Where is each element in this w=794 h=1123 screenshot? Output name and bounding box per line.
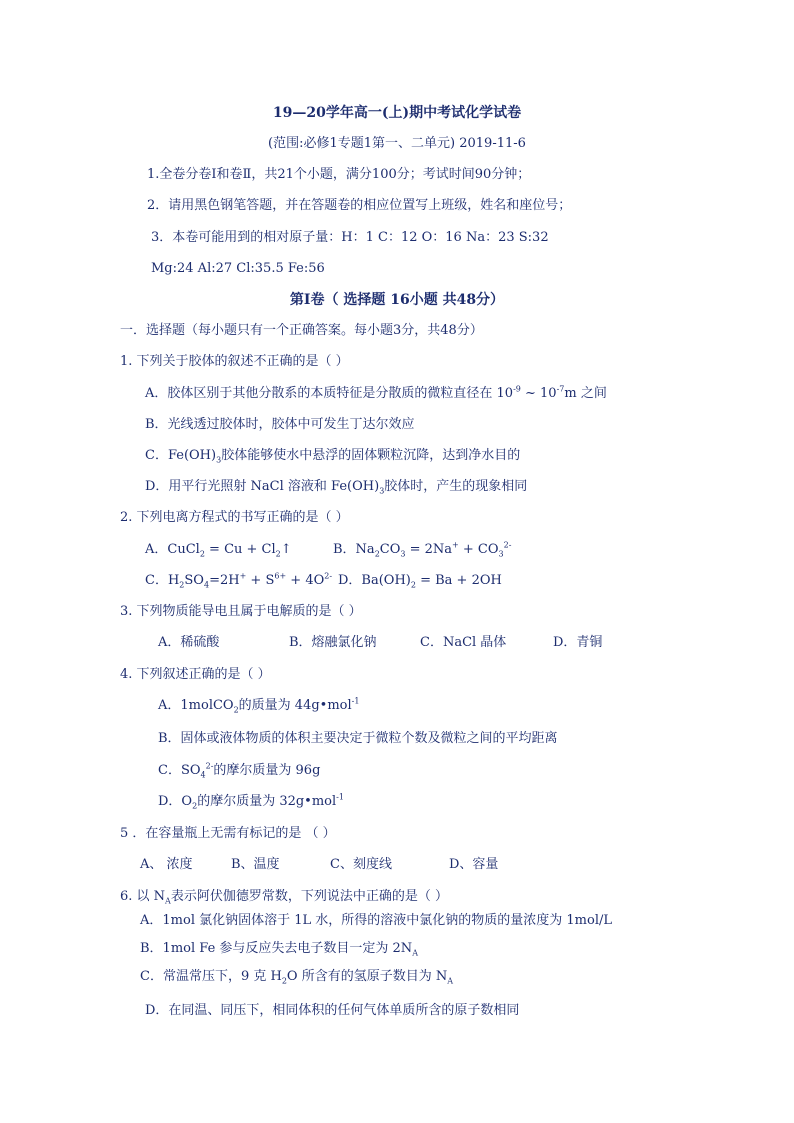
section-title: 第Ⅰ卷（ 选择题 16小题 共48分） (289, 292, 505, 308)
q2-option-c (145, 572, 332, 590)
q2-b-sup1: + (452, 540, 459, 550)
q2-b-text3: = 2Na (405, 542, 453, 557)
q2-c-sub2: 4 (203, 580, 210, 590)
q4-d-sub: 2 (192, 801, 198, 811)
q2-d-text2: = Ba + 2OH (415, 573, 502, 588)
q2-stem: 2. 下列电离方程式的书写正确的是（ ） (120, 510, 349, 525)
q6-option-d: D．在同温、同压下，相同体积的任何气体单质所含的原子数相同 (145, 1003, 520, 1018)
q2-c-sub1: 2 (179, 580, 185, 590)
instruction-3: 3．本卷可能用到的相对原子量：H：1 C：12 O：16 Na：23 S:32 (151, 230, 549, 245)
q1-d-text1: D．用平行光照射 NaCl 溶液和 Fe(OH) (145, 479, 380, 494)
q2-c-text5: + 4O (286, 573, 325, 588)
q6-b-sub: A (412, 948, 418, 958)
q1-a-exp1: -9 (513, 384, 521, 394)
q2-b-sup2: 2- (503, 540, 512, 550)
q6-c-sub1: 2 (281, 976, 287, 986)
q4-stem: 4. 下列叙述正确的是（ ） (120, 667, 271, 682)
exam-subtitle: (范围:必修1专题1第一、二单元) 2019-11-6 (268, 136, 526, 151)
q4-a-text1: A．1molCO (158, 698, 234, 713)
q6-option-a: A．1mol 氯化钠固体溶于 1L 水，所得的溶液中氯化钠的物质的量浓度为 1mol/L (140, 913, 612, 928)
q1-option-b: B．光线透过胶体时，胶体中可发生丁达尔效应 (145, 417, 415, 432)
q4-c-text1: C．SO (158, 763, 201, 778)
q3-option-d: D．青铜 (553, 635, 603, 650)
q4-c-sup: 2- (205, 761, 214, 771)
q5-option-b: B、温度 (231, 857, 280, 872)
q1-d-sub: 3 (379, 486, 385, 496)
q6-c-text1: C．常温常压下，9 克 H (140, 969, 282, 984)
q4-d-text1: D．O (158, 794, 193, 809)
q5-option-d: D、容量 (449, 857, 499, 872)
q6-c-sub2: A (447, 976, 454, 986)
q2-c-sup1: + (239, 571, 247, 581)
q4-a-sup: -1 (351, 696, 360, 706)
q6-c-text2: O 所含有的氢原子数目为 N (286, 969, 448, 984)
q1-d-text2: 胶体时，产生的现象相同 (384, 479, 528, 494)
q6-option-b (140, 940, 418, 958)
q4-c-sub: 4 (200, 770, 206, 780)
q2-c-text1: C．H (145, 573, 180, 588)
q2-c-text2: SO (184, 573, 204, 588)
q2-option-d (338, 572, 502, 590)
q6-stem-sub: A (165, 896, 171, 906)
q3-option-c: C．NaCl 晶体 (420, 635, 507, 650)
exam-title: 19—20学年高一(上)期中考试化学试卷 (272, 105, 522, 121)
q2-b-text4: + CO (458, 542, 499, 557)
q2-option-b (333, 541, 511, 559)
q2-c-text4: + S (246, 573, 275, 588)
q2-b-text2: CO (379, 542, 401, 557)
instruction-2: 2．请用黑色钢笔答题，并在答题卷的相应位置写上班级，姓名和座位号； (147, 198, 572, 213)
q1-c-sub: 3 (216, 455, 222, 465)
q2-a-text2: = Cu + Cl (204, 542, 276, 557)
q2-option-a (145, 541, 292, 559)
q4-d-sup: -1 (336, 792, 344, 802)
q4-option-c (158, 762, 320, 780)
q1-c-text2: 胶体能够使水中悬浮的固体颗粒沉降，达到净水目的 (221, 448, 521, 463)
q1-stem: 1. 下列关于胶体的叙述不正确的是（ ） (120, 354, 349, 369)
q5-stem: 5 ．在容量瓶上无需有标记的是 （ ） (120, 826, 336, 841)
q2-b-sub2: 3 (400, 549, 406, 559)
q1-c-text1: C．Fe(OH) (145, 448, 217, 463)
q5-option-a: A、 浓度 (140, 857, 193, 872)
q1-a-exp2: -7 (556, 384, 565, 394)
q1-option-d (145, 478, 527, 496)
q2-a-text3: ↑ (280, 542, 292, 557)
q1-option-c (145, 447, 520, 465)
q6-b-text1: B．1mol Fe 参与反应失去电子数目一定为 2N (140, 941, 413, 956)
q4-option-a (158, 697, 359, 715)
q2-b-sub3: 3 (498, 549, 504, 559)
q1-option-a (145, 385, 607, 403)
q2-b-text1: B．Na (333, 542, 375, 557)
q3-option-b: B．熔融氯化钠 (289, 635, 377, 650)
instruction-4: Mg:24 Al:27 Cl:35.5 Fe:56 (151, 261, 325, 276)
q2-c-sup3: 2- (324, 571, 333, 581)
q6-stem-text1: 6. 以 N (120, 889, 166, 904)
q1-a-text1: A．胶体区别于其他分散系的本质特征是分散质的微粒直径在 10 (145, 386, 514, 401)
q2-d-text1: D．Ba(OH) (338, 573, 411, 588)
q2-b-sub1: 2 (374, 549, 380, 559)
q2-c-sup2: 6+ (274, 571, 287, 581)
q4-option-d (158, 793, 344, 811)
q3-option-a: A．稀硫酸 (158, 635, 220, 650)
q4-option-b: B．固体或液体物质的体积主要决定于微粒个数及微粒之间的平均距离 (158, 731, 558, 746)
q1-a-text2: ~ 10 (520, 386, 557, 401)
q3-stem: 3. 下列物质能导电且属于电解质的是（ ） (120, 604, 362, 619)
instruction-1: 1.全卷分卷Ⅰ和卷Ⅱ，共21个小题，满分100分；考试时间90分钟； (147, 167, 531, 182)
q6-stem (120, 888, 448, 906)
q4-c-text2: 的摩尔质量为 96g (213, 763, 321, 778)
q4-d-text2: 的摩尔质量为 32g•mol (197, 794, 337, 809)
part-heading: 一．选择题（每小题只有一个正确答案。每小题3分，共48分） (120, 323, 483, 338)
q6-stem-text2: 表示阿伏伽德罗常数，下列说法中正确的是（ ） (170, 889, 448, 904)
q4-a-sub: 2 (233, 705, 239, 715)
q1-a-text3: m 之间 (564, 386, 607, 401)
q2-d-sub: 2 (410, 580, 416, 590)
q6-option-c (140, 968, 453, 986)
q2-c-text3: =2H (209, 573, 240, 588)
q2-a-text1: A．CuCl (145, 542, 200, 557)
q4-a-text2: 的质量为 44g•mol (238, 698, 352, 713)
q2-a-sub2: 2 (275, 549, 281, 559)
q5-option-c: C、刻度线 (330, 857, 392, 872)
q2-a-sub1: 2 (199, 549, 205, 559)
